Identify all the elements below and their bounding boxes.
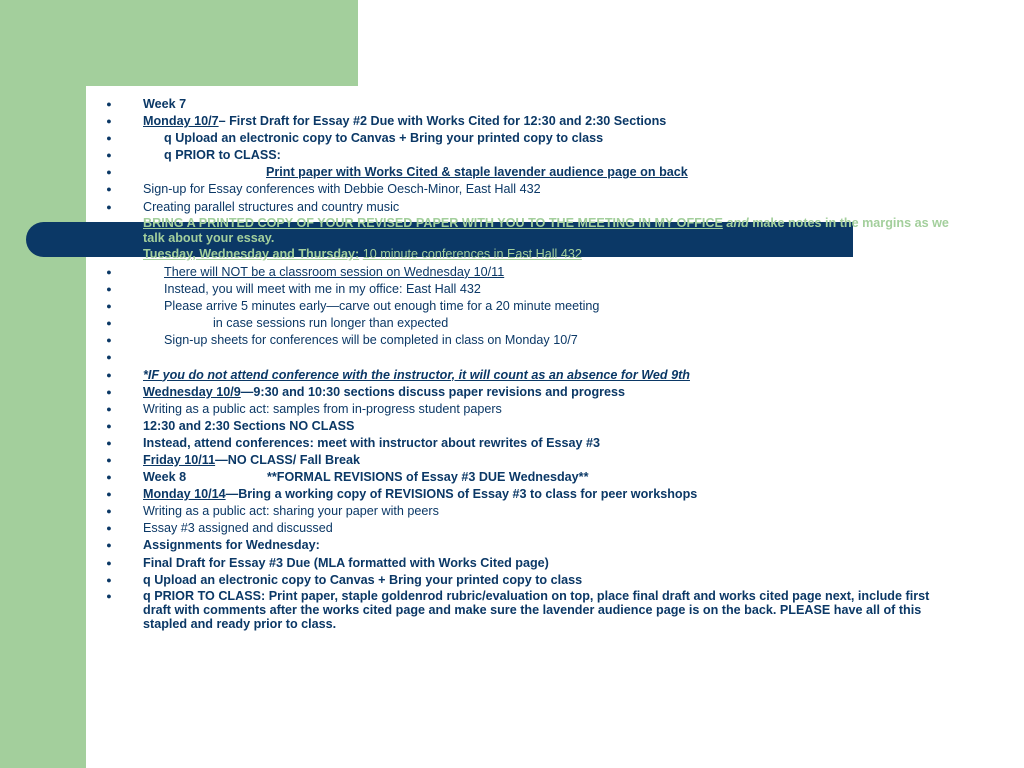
list-item <box>100 503 960 520</box>
list-item <box>100 113 960 130</box>
prior-to-class-instructions: q PRIOR TO CLASS: Print paper, staple goldenrod rubric/evaluation on top, place final draft and works cited page next, include first draft with comments after the works cited page and make sure the lavender audience page is on the back. PLEASE have all of this stapled and ready prior to class. <box>143 588 930 631</box>
list-item <box>100 537 960 554</box>
bullet-icon: ● <box>106 352 112 363</box>
bullet-icon: ● <box>106 472 112 483</box>
bullet-icon: ● <box>106 506 112 517</box>
absence-warning-text: *IF you do not attend conference with the instructor, it will count as an absence for Wed 9th <box>143 367 690 382</box>
bullet-icon: ● <box>106 454 112 465</box>
signup-sheets-text: Sign-up sheets for conferences will be completed in class on Monday 10/7 <box>164 333 578 348</box>
list-item <box>100 147 960 164</box>
slide-content <box>100 96 960 631</box>
list-item <box>100 164 960 181</box>
bullet-icon: ● <box>106 574 112 585</box>
bullet-icon: ● <box>106 167 112 178</box>
monday-10-7-label: Monday 10/7 <box>143 114 219 129</box>
bullet-icon: ● <box>106 201 112 212</box>
bullet-icon: ● <box>106 420 112 431</box>
list-item <box>100 315 960 332</box>
friday-10-11-label: Friday 10/11 <box>143 452 216 467</box>
conference-details-text: 10 minute conferences in East Hall 432 <box>362 246 582 261</box>
bullet-icon: ● <box>106 437 112 448</box>
list-item <box>100 264 960 281</box>
bullet-icon: ● <box>106 489 112 500</box>
bullet-icon: ● <box>106 184 112 195</box>
list-item <box>100 452 960 469</box>
list-item <box>100 520 960 537</box>
assignments-wednesday-label: Assignments for Wednesday: <box>143 538 320 553</box>
bullet-icon: ● <box>106 266 112 277</box>
bullet-icon: ● <box>106 369 112 380</box>
list-item <box>100 349 960 366</box>
bullet-icon: ● <box>106 248 112 259</box>
no-class-sections-text: 12:30 and 2:30 Sections NO CLASS <box>143 418 355 433</box>
meet-in-office-text: Instead, you will meet with me in my office: East Hall 432 <box>164 282 481 297</box>
conference-days-label: Tuesday, Wednesday and Thursday: <box>143 246 360 261</box>
attend-conferences-text: Instead, attend conferences: meet with instructor about rewrites of Essay #3 <box>143 435 600 450</box>
list-item <box>100 298 960 315</box>
top-green-block <box>86 0 358 86</box>
arrive-early-text: Please arrive 5 minutes early—carve out enough time for a 20 minute meeting <box>164 299 600 314</box>
bullet-icon: ● <box>106 133 112 144</box>
bullet-icon: ● <box>106 116 112 127</box>
bullet-icon: ● <box>106 150 112 161</box>
bullet-icon: ● <box>106 301 112 312</box>
list-item <box>100 181 960 198</box>
final-draft-due-text: Final Draft for Essay #3 Due (MLA formatted with Works Cited page) <box>143 555 549 570</box>
bullet-icon: ● <box>106 540 112 551</box>
bring-printed-copy-text: BRING A PRINTED COPY OF YOUR REVISED PAPER WITH YOU TO THE MEETING IN MY OFFICE <box>143 215 723 230</box>
print-paper-instruction: Print paper with Works Cited & staple lavender audience page on back <box>266 165 688 180</box>
upload-instruction-2: q Upload an electronic copy to Canvas + Bring your printed copy to class <box>143 572 583 587</box>
list-item <box>100 96 960 113</box>
bullet-icon: ● <box>106 284 112 295</box>
parallel-structures-text: Creating parallel structures and country music <box>143 199 400 214</box>
left-green-bar <box>0 0 86 768</box>
upload-instruction: q Upload an electronic copy to Canvas + Bring your printed copy to class <box>164 131 604 146</box>
list-item <box>100 199 960 216</box>
list-item <box>100 555 960 572</box>
no-classroom-session-text: There will NOT be a classroom session on Wednesday 10/11 <box>164 264 505 279</box>
list-item <box>100 247 960 264</box>
list-item <box>100 401 960 418</box>
wednesday-10-9-text: —9:30 and 10:30 sections discuss paper revisions and progress <box>240 384 626 399</box>
prior-to-class-label: q PRIOR to CLASS: <box>164 148 281 163</box>
week-8-label: Week 8 <box>143 470 187 485</box>
public-act-samples-text: Writing as a public act: samples from in-progress student papers <box>143 401 502 416</box>
formal-revisions-due-text: **FORMAL REVISIONS of Essay #3 DUE Wednesday** <box>267 470 589 485</box>
monday-10-14-label: Monday 10/14 <box>143 487 226 502</box>
signup-conferences-text: Sign-up for Essay conferences with Debbie Oesch-Minor, East Hall 432 <box>143 182 541 197</box>
list-item <box>100 281 960 298</box>
list-item <box>100 486 960 503</box>
essay-3-assigned-text: Essay #3 assigned and discussed <box>143 521 333 536</box>
bullet-icon: ● <box>106 523 112 534</box>
wednesday-10-9-label: Wednesday 10/9 <box>143 384 241 399</box>
list-item <box>100 384 960 401</box>
list-item <box>100 589 960 631</box>
bullet-icon: ● <box>106 318 112 329</box>
bullet-icon: ● <box>106 557 112 568</box>
margin-notes-text: make notes in the margins as we talk about your essay. <box>143 215 949 246</box>
bullet-icon: ● <box>106 386 112 397</box>
monday-10-7-text: – First Draft for Essay #2 Due with Works Cited for 12:30 and 2:30 Sections <box>218 114 667 129</box>
bullet-icon: ● <box>106 590 112 601</box>
fall-break-text: —NO CLASS/ Fall Break <box>215 452 360 467</box>
list-item <box>100 130 960 147</box>
list-item <box>100 469 960 486</box>
monday-10-14-text: —Bring a working copy of REVISIONS of Essay #3 to class for peer workshops <box>225 487 698 502</box>
list-item <box>100 332 960 349</box>
bullet-icon: ● <box>106 99 112 109</box>
bullet-icon: ● <box>106 403 112 414</box>
list-item <box>100 418 960 435</box>
bullet-icon: ● <box>106 335 112 346</box>
sessions-run-longer-text: in case sessions run longer than expected <box>213 316 449 331</box>
list-item <box>100 216 960 247</box>
week-7-label: Week 7 <box>143 97 187 111</box>
list-item <box>100 572 960 589</box>
public-act-sharing-text: Writing as a public act: sharing your paper with peers <box>143 504 439 519</box>
and-text: and <box>726 215 749 230</box>
list-item <box>100 435 960 452</box>
list-item <box>100 367 960 384</box>
